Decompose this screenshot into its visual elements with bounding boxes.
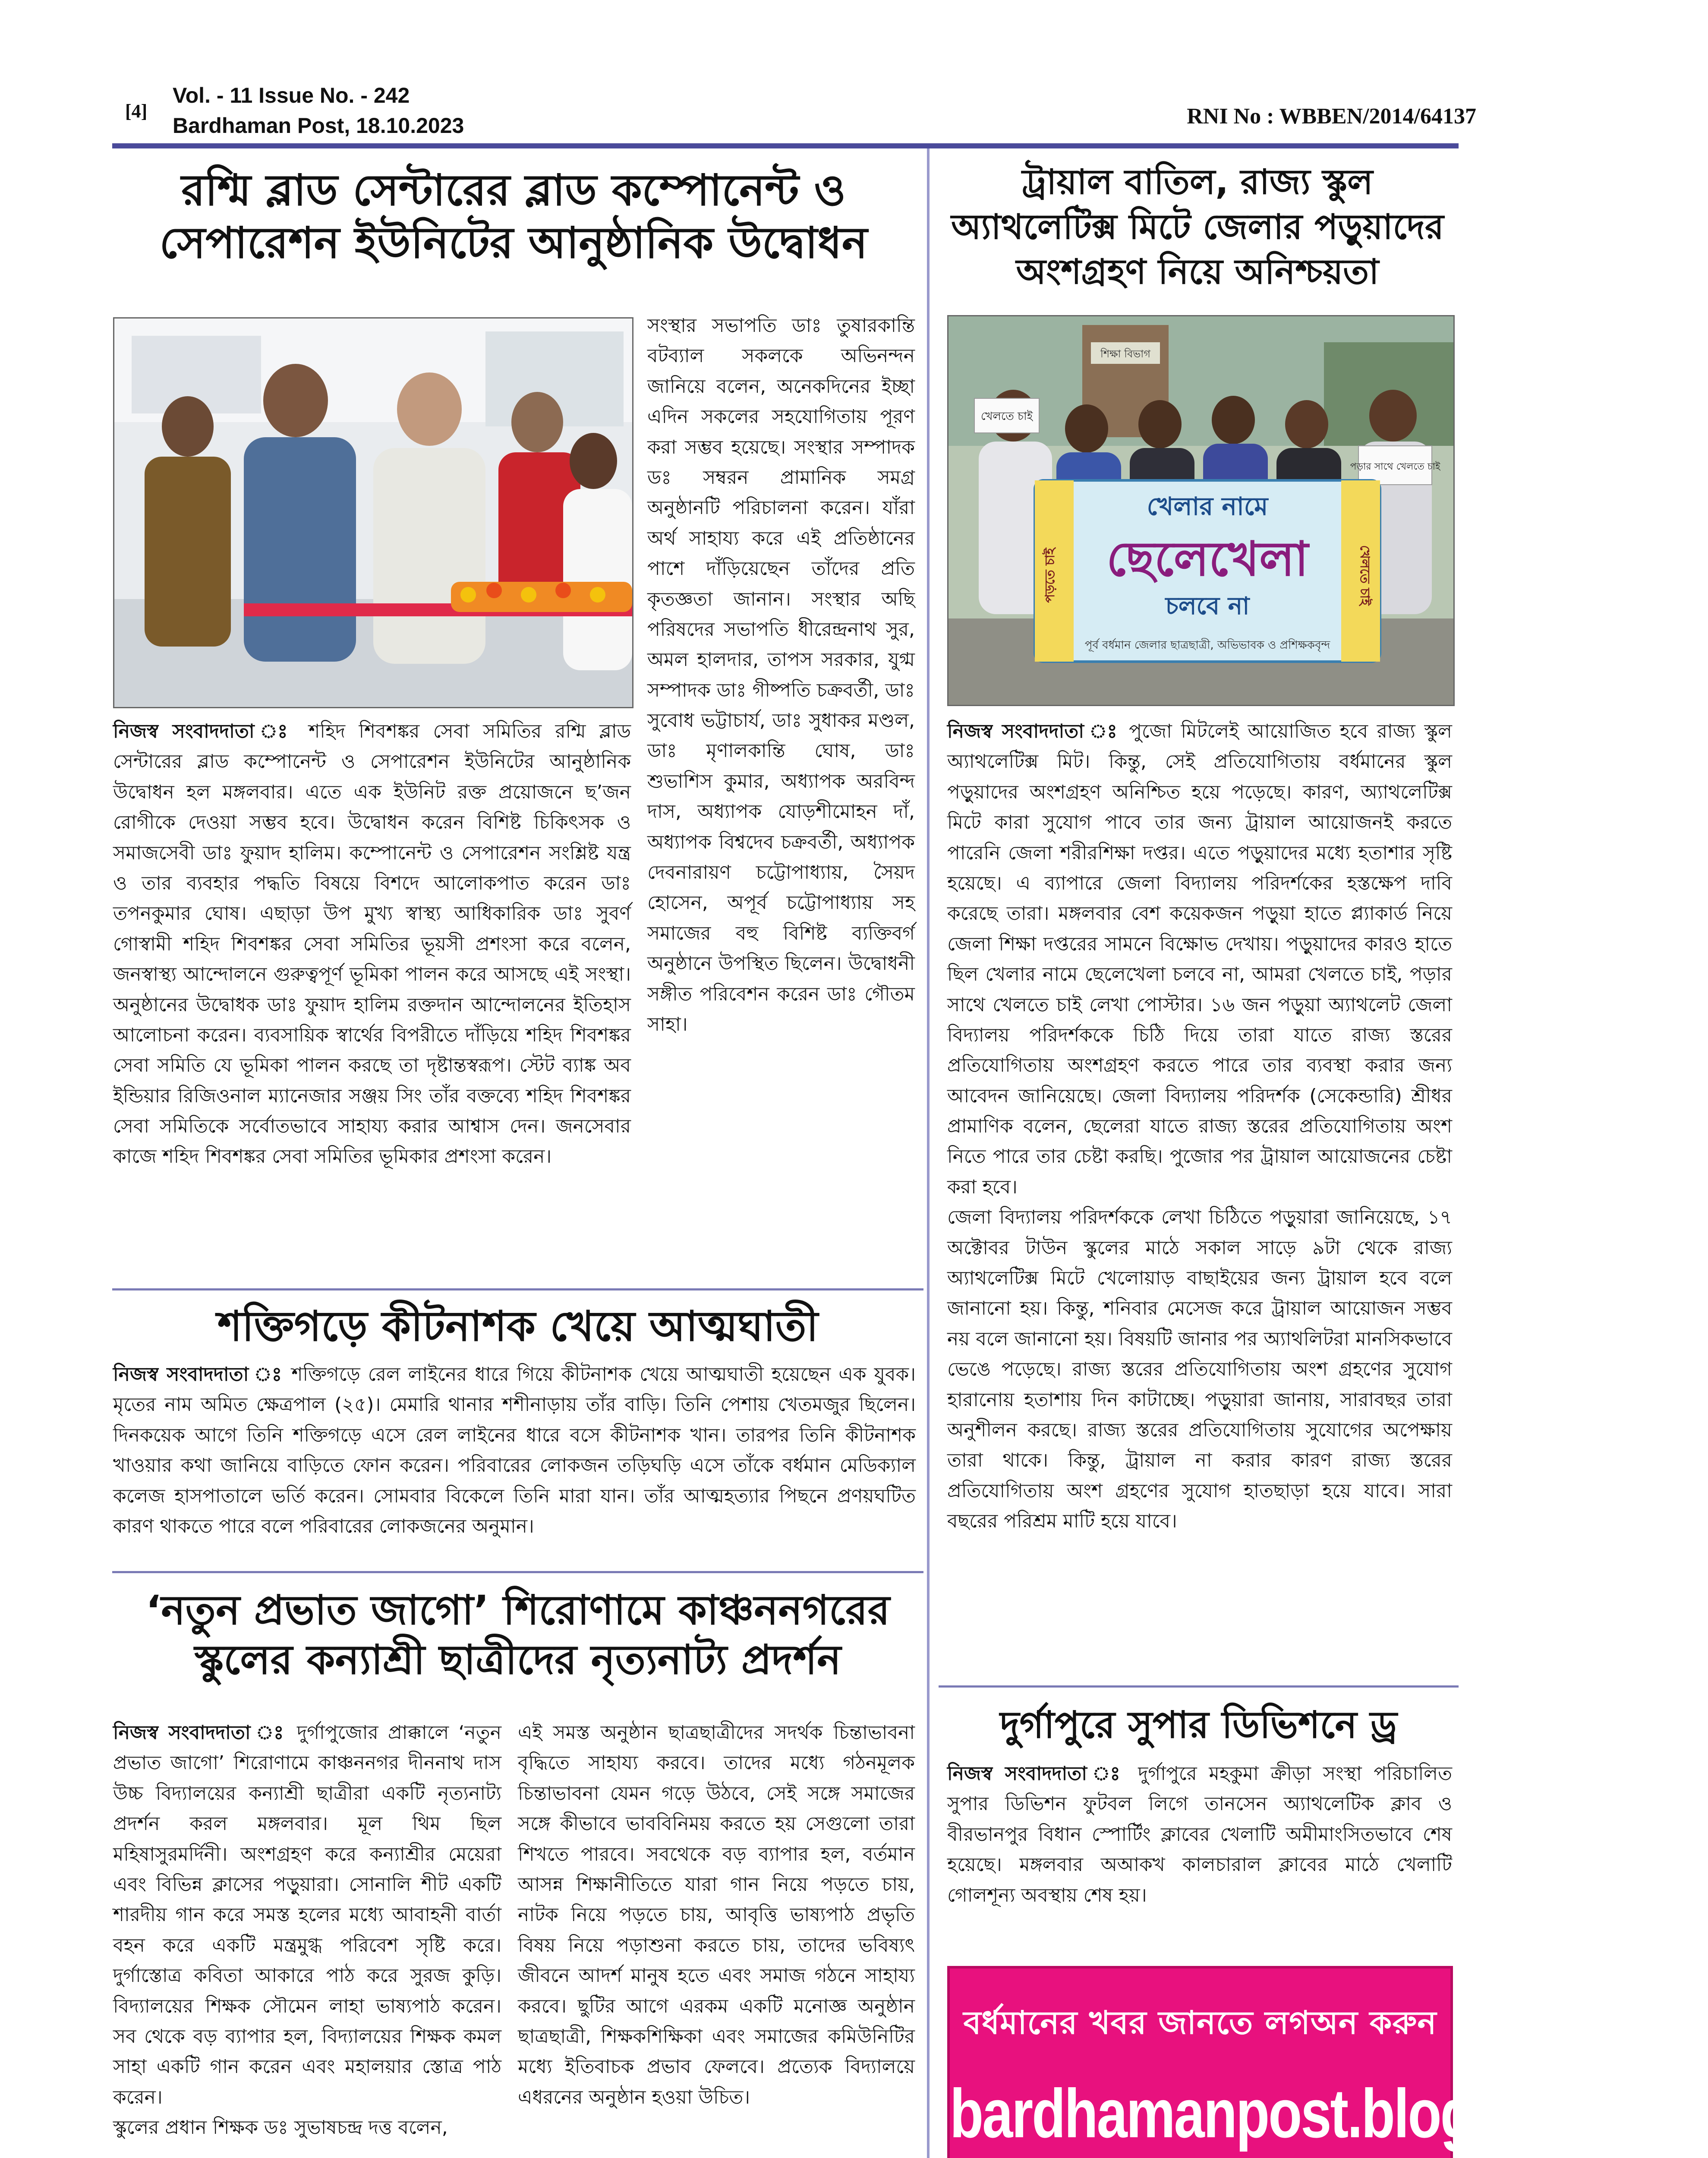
header-rule xyxy=(112,143,1459,148)
ad-line-2[interactable]: bardhamanpost.blogspot.com xyxy=(950,2075,1708,2152)
banner-left-text: পড়তে চাই xyxy=(1043,548,1058,603)
athletics-byline: নিজস্ব সংবাদদাতা ঃ xyxy=(947,720,1120,742)
dance-headline-line1: ‘নতুন প্রভাত জাগো’ শিরোণামে কাঞ্চননগরের xyxy=(145,1587,890,1634)
athletics-article-bottom-rule xyxy=(939,1685,1459,1688)
football-headline: দুর্গাপুরে সুপার ডিভিশনে ড্র xyxy=(1000,1704,1397,1747)
protest-illustration xyxy=(949,316,1453,705)
blood-byline: নিজস্ব সংবাদদাতা ঃ xyxy=(113,720,295,742)
athletics-body-p1: পুজো মিটলেই আয়োজিত হবে রাজ্য স্কুল অ্যাথলেটিক্স মিট। কিন্তু, সেই প্রতিযোগিতায় বর্ধমানের স্কুল পড়ুয়াদের অংশগ্রহণ অনিশ্চিত হয়ে পড়েছে। কারণ, অ্যাথলেটিক্স মিটে কারা সুযোগ পাবে তার জন্য ট্রায়াল আয়োজনই করতে পারেনি জেলা শরীরশিক্ষা দপ্তর। এতে পড়ুয়াদের মধ্যে হতাশার সৃষ্টি হয়েছে। এ ব্যাপারে জেলা বিদ্যালয় পরিদর্শকের হস্তক্ষেপ দাবি করেছে তারা। মঙ্গলবার বেশ কয়েকজন পড়ুয়া হাতে প্ল্যাকার্ড নিয়ে জেলা শিক্ষা দপ্তরের সামনে বিক্ষোভ দেখায়। পড়ুয়াদের কারও হাতে ছিল খেলার নামে ছেলেখেলা চলবে না, আমরা খেলতে চাই, পড়ার সাথে খেলতে চাই লেখা পোস্টার। ১৬ জন পড়ুয়া অ্যাথলেট জেলা বিদ্যালয় পরিদর্শককে চিঠি দিয়ে তারা যাতে রাজ্য স্তরের প্রতিযোগিতায় অংশগ্রহণ করতে পারে তার ব্যবস্থা করার জন্য আবেদন জানিয়েছে। জেলা বিদ্যালয় পরিদর্শক (সেকেন্ডারি) শ্রীধর প্রামাণিক বলেন, ছেলেরা যাতে রাজ্য স্তরের প্রতিযোগিতায় অংশ নিতে পারে তার চেষ্টা করছি। পুজোর পর ট্রায়াল আয়োজনের চেষ্টা করা হবে। xyxy=(947,720,1452,1198)
placard-2-text: পড়ার সাথে খেলতে চাই xyxy=(1350,461,1440,472)
volume-issue: Vol. - 11 Issue No. - 242 xyxy=(173,83,410,107)
football-body-text: দুর্গাপুরে মহকুমা ক্রীড়া সংস্থা পরিচালিত সুপার ডিভিশন ফুটবল লিগে তানসেন অ্যাথলেটিক ক্লাব ও বীরভানপুর বিধান স্পোর্টিং ক্লাবের খেলাটি অমীমাংসিতভাবে শেষ হয়েছে। মঙ্গলবার অআকখ কালচারাল ক্লাবের মাঠে খেলাটি গোলশূন্য অবস্থায় শেষ হয়। xyxy=(947,1763,1452,1906)
suicide-body-text: শক্তিগড়ে রেল লাইনের ধারে গিয়ে কীটনাশক খেয়ে আত্মঘাতী হয়েছেন এক যুবক। মৃতের নাম অমিত ক্ষেত্রপাল (২৫)। মেমারি থানার শশীনাড়ায় তাঁর বাড়ি। তিনি পেশায় খেতমজুর ছিলেন। দিনকয়েক আগে তিনি শক্তিগড়ে এসে রেল লাইনের ধারে বসে কীটনাশক খান। তারপর তিনি কীটনাশক খাওয়ার কথা জানিয়ে বাড়িতে ফোন করেন। পরিবারের লোকজন তড়িঘড়ি এসে তাঁকে বর্ধমান মেডিক্যাল কলেজ হাসপাতালে ভর্তি করেন। সোমবার বিকেলে তিনি মারা যান। তাঁর আত্মহত্যার পিছনে প্রণয়ঘটিত কারণ থাকতে পারে বলে পরিবারের লোকজনের অনুমান। xyxy=(113,1363,916,1537)
column-divider xyxy=(927,148,930,2158)
ribbon-cutting-illustration xyxy=(114,319,632,707)
athletics-body xyxy=(947,716,1452,1675)
publication-dateline: Bardhaman Post, 18.10.2023 xyxy=(173,114,464,138)
football-body xyxy=(947,1759,1452,1949)
blood-body-right-text: সংস্থার সভাপতি ডাঃ তুষারকান্তি বটব্যাল সকলকে অভিনন্দন জানিয়ে বলেন, অনেকদিনের ইচ্ছা এদিন সকলের সহযোগিতায় পূরণ করা সম্ভব হয়েছে। সংস্থার সম্পাদক ডঃ সম্বরন প্রামানিক সমগ্র অনুষ্ঠানটি পরিচালনা করেন। যাঁরা অর্থ সাহায্য করে এই প্রতিষ্ঠানের পাশে দাঁড়িয়েছেন তাঁদের প্রতি কৃতজ্ঞতা জানান। সংস্থার অছি পরিষদের সভাপতি ধীরেন্দ্রনাথ সুর, অমল হালদার, তাপস সরকার, যুগ্ম সম্পাদক ডাঃ গীষ্পতি চক্রবর্তী, ডাঃ সুবোধ ভট্টাচার্য, ডাঃ সুধাকর মণ্ডল, ডাঃ মৃণালকান্তি ঘোষ, ডাঃ শুভাশিস কুমার, অধ্যাপক অরবিন্দ দাস, অধ্যাপক যোড়শীমোহন দাঁ, অধ্যাপক বিশ্বদেব চক্রবর্তী, অধ্যাপক দেবনারায়ণ চট্টোপাধ্যায়, সৈয়দ হোসেন, অপূর্ব চট্টোপাধ্যায় সহ সমাজের বহু বিশিষ্ট ব্যক্তিবর্গ অনুষ্ঠানে উপস্থিত ছিলেন। উদ্বোধনী সঙ্গীত পরিবেশন করেন ডাঃ গৌতম সাহা। xyxy=(647,315,915,1035)
football-byline: নিজস্ব সংবাদদাতা ঃ xyxy=(947,1763,1126,1785)
blood-center-body-right xyxy=(647,311,915,1282)
athletics-headline-line2: অ্যাথলেটিক্স মিটে জেলার পড়ুয়াদের xyxy=(951,207,1444,247)
blood-center-body-left xyxy=(113,716,631,1278)
dance-body-left-last: স্কুলের প্রধান শিক্ষক ডঃ সুভাষচন্দ্র দত্ত বলেন, xyxy=(113,2117,448,2139)
protest-photo xyxy=(947,315,1455,706)
dance-body-left-text: দুর্গাপুজোর প্রাক্কালে ‘নতুন প্রভাত জাগো’ শিরোণামে কাঞ্চননগর দীননাথ দাস উচ্চ বিদ্যালয়ের কন্যাশ্রী ছাত্রীরা একটি নৃত্যনাট্য প্রদর্শন করল মঙ্গলবার। মূল থিম ছিল মহিষাসুরমর্দিনী। অংশগ্রহণ করে কন্যাশ্রীর মেয়েরা এবং বিভিন্ন ক্লাসের পড়ুয়ারা। সোনালি শীট একটি শারদীয় গান করে সমস্ত হলের মধ্যে আবাহনী বার্তা বহন করে একটি মন্ত্রমুগ্ধ পরিবেশ সৃষ্টি করে। দুর্গাস্তোত্র কবিতা আকারে পাঠ করে সুরজ কুড়ি। বিদ্যালয়ের শিক্ষক সৌমেন লাহা ভাষ্যপাঠ করেন। সব থেকে বড় ব্যাপার হল, বিদ্যালয়ের শিক্ষক কমল সাহা একটি গান করেন এবং মহালয়ার স্তোত্র পাঠ করেন। xyxy=(113,1722,501,2108)
dance-body-right-text: এই সমস্ত অনুষ্ঠান ছাত্রছাত্রীদের সদর্থক চিন্তাভাবনা বৃদ্ধিতে সাহায্য করবে। তাদের মধ্যে গঠনমূলক চিন্তাভাবনা যেমন গড়ে উঠবে, সেই সঙ্গে সমাজের সঙ্গে কীভাবে ভাববিনিময় করতে হয় সেগুলো তারা শিখতে পারবে। সবথেকে বড় ব্যাপার হল, বর্তমান আসন্ন শিক্ষানীতিতে যারা গান নিয়ে পড়তে চায়, নাটক নিয়ে পড়তে চায়, আবৃত্তি ভাষ্যপাঠ প্রভৃতি বিষয় নিয়ে পড়াশুনা করতে চায়, তাদের ভবিষ্যৎ জীবনে আদর্শ মানুষ হতে এবং সমাজ গঠনে সাহায্য করবে। ছুটির আগে এরকম একটি মনোজ্ঞ অনুষ্ঠান ছাত্রছাত্রী, শিক্ষকশিক্ষিকা এবং সমাজের কমিউনিটির মধ্যে ইতিবাচক প্রভাব ফেলবে। প্রত্যেক বিদ্যালয়ে এধরনের অনুষ্ঠান হওয়া উচিত। xyxy=(518,1722,915,2108)
dance-body-left xyxy=(113,1718,501,2158)
athletics-headline-line3: অংশগ্রহণ নিয়ে অনিশ্চয়তা xyxy=(1016,252,1379,292)
dance-headline-line2: স্কুলের কন্যাশ্রী ছাত্রীদের নৃত্যনাট্য প্রদর্শন xyxy=(194,1636,841,1684)
dance-body-right xyxy=(518,1718,915,2158)
office-sign-text: শিক্ষা বিভাগ xyxy=(1100,348,1150,360)
dance-headline xyxy=(112,1586,923,1685)
banner-main-text: ছেলেখেলা xyxy=(1106,531,1308,587)
athletics-headline-line1: ট্রায়াল বাতিল, রাজ্য স্কুল xyxy=(1022,162,1373,202)
ribbon-cutting-photo xyxy=(113,317,633,708)
dance-byline: নিজস্ব সংবাদদাতা ঃ xyxy=(113,1722,287,1744)
ad-line-1: বর্ধমানের খবর জানতে লগঅন করুন xyxy=(963,2004,1437,2041)
banner-bottom-text: চলবে না xyxy=(1165,592,1250,620)
blood-headline-line2: সেপারেশন ইউনিটের আনুষ্ঠানিক উদ্বোধন xyxy=(159,218,868,268)
blood-article-bottom-rule xyxy=(112,1288,923,1290)
blog-advertisement[interactable] xyxy=(947,1966,1708,2158)
suicide-article-bottom-rule xyxy=(112,1571,923,1573)
suicide-byline: নিজস্ব সংবাদদাতা ঃ xyxy=(113,1363,284,1385)
blood-center-headline xyxy=(112,164,915,269)
banner-credit-text: পূর্ব বর্ধমান জেলার ছাত্রছাত্রী, অভিভাবক ও প্রশিক্ষকবৃন্দ xyxy=(1084,639,1330,652)
athletics-body-p2: জেলা বিদ্যালয় পরিদর্শককে লেখা চিঠিতে পড়ুয়ারা জানিয়েছে, ১৭ অক্টোবর টাউন স্কুলের মাঠে সকাল সাড়ে ৯টা থেকে রাজ্য অ্যাথলেটিক্স মিটে খেলোয়াড় বাছাইয়ের জন্য ট্রায়াল হবে বলে জানানো হয়। কিন্তু, শনিবার মেসেজ করে ট্রায়াল আয়োজন সম্ভব নয় বলে জানানো হয়। বিষয়টি জানার পর অ্যাথলিটরা মানসিকভাবে ভেঙে পড়েছে। রাজ্য স্তরের প্রতিযোগিতায় অংশ গ্রহণের সুযোগ হারানোয় হতাশায় দিন কাটাচ্ছে। পড়ুয়ারা জানায়, সারাবছর তারা অনুশীলন করছে। রাজ্য স্তরের প্রতিযোগিতায় সুযোগের অপেক্ষায় তারা থাকে। কিন্তু, ট্রায়াল না করার কারণ রাজ্য স্তরের প্রতিযোগিতায় অংশ গ্রহণের সুযোগ হাতছাড়া হয়ে যাবে। সারা বছরের পরিশ্রম মাটি হয়ে যাবে। xyxy=(947,1206,1452,1533)
page-number: [4] xyxy=(125,101,148,122)
placard-1-text: খেলতে চাই xyxy=(980,410,1033,423)
blood-headline-line1: রশ্মি ব্লাড সেন্টারের ব্লাড কম্পোনেন্ট ও xyxy=(181,165,846,215)
banner-top-text: খেলার নামে xyxy=(1147,492,1268,521)
rni-number: RNI No : WBBEN/2014/64137 xyxy=(1187,104,1476,129)
athletics-headline xyxy=(939,160,1456,294)
suicide-body xyxy=(113,1360,916,1558)
blood-body-left-text: শহিদ শিবশঙ্কর সেবা সমিতির রশ্মি ব্লাড সেন্টারের ব্লাড কম্পোনেন্ট ও সেপারেশন ইউনিটের আনুষ্ঠানিক উদ্বোধন হল মঙ্গলবার। এতে এক ইউনিট রক্ত প্রয়োজনে ছ’জন রোগীকে দেওয়া সম্ভব হবে। উদ্বোধন করেন বিশিষ্ট চিকিৎসক ও সমাজসেবী ডাঃ ফুয়াদ হালিম। কম্পোনেন্ট ও সেপারেশন সংশ্লিষ্ট যন্ত্র ও তার ব্যবহার পদ্ধতি বিষয়ে বিশদে আলোকপাত করেন ডাঃ তপনকুমার ঘোষ। এছাড়া উপ মুখ্য স্বাস্থ্য আধিকারিক ডাঃ সুবর্ণ গোস্বামী শহিদ শিবশঙ্কর সেবা সমিতির ভূয়সী প্রশংসা করে বলেন, জনস্বাস্থ্য আন্দোলনে গুরুত্বপূর্ণ ভূমিকা পালন করে আসছে এই সংস্থা। অনুষ্ঠানের উদ্বোধক ডাঃ ফুয়াদ হালিম রক্তদান আন্দোলনের ইতিহাস আলোচনা করেন। ব্যবসায়িক স্বার্থের বিপরীতে দাঁড়িয়ে শহিদ শিবশঙ্কর সেবা সমিতি যে ভূমিকা পালন করছে তা দৃষ্টান্তস্বরূপ। স্টেট ব্যাঙ্ক অব ইন্ডিয়ার রিজিওনাল ম্যানেজার সঞ্জয় সিং তাঁর বক্তব্যে শহিদ শিবশঙ্কর সেবা সমিতিকে সর্বোতভাবে সাহায্য করার আশ্বাস দেন। জনসেবার কাজে শহিদ শিবশঙ্কর সেবা সমিতির ভূমিকার প্রশংসা করেন। xyxy=(113,720,631,1168)
banner-right-text: খেলতে চাই xyxy=(1357,545,1372,606)
suicide-headline: শক্তিগড়ে কীটনাশক খেয়ে আত্মঘাতী xyxy=(217,1302,819,1350)
